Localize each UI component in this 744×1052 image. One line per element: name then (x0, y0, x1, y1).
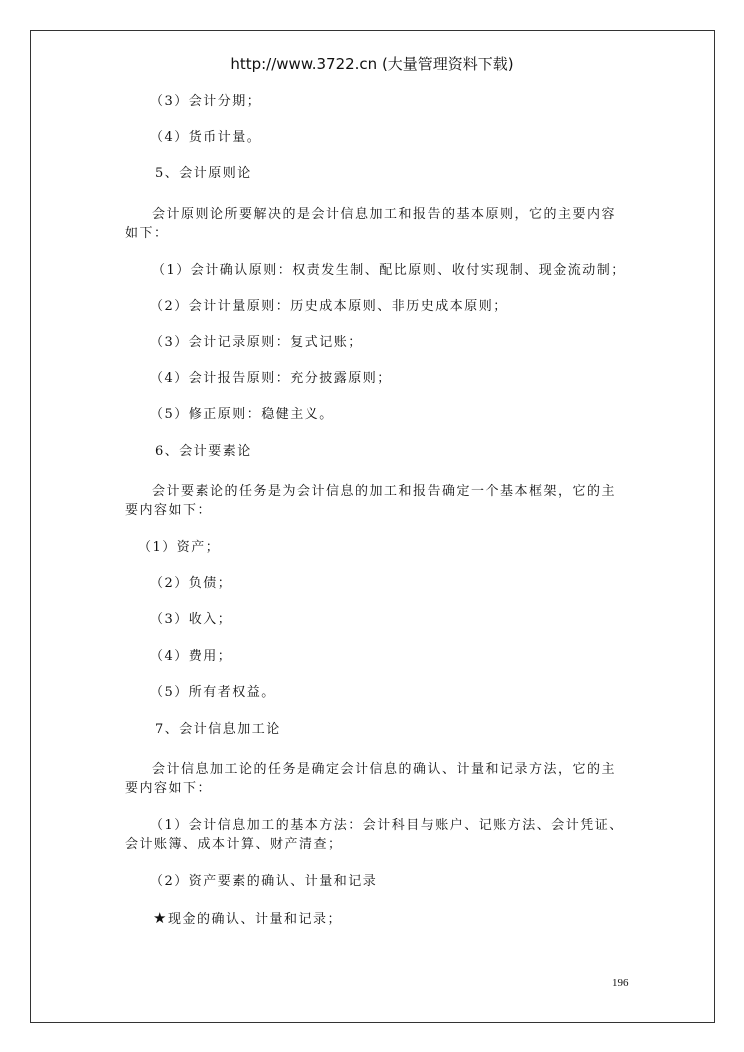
text-line-13: 要内容如下： (125, 503, 213, 518)
text-line-2: （4）货币计量。 (150, 130, 262, 145)
text-line-22: （1）会计信息加工的基本方法：会计科目与账户、记账方法、会计凭证、 (150, 818, 624, 833)
text-line-9: （4）会计报告原则：充分披露原则； (150, 371, 392, 386)
text-line-15: （2）负债； (150, 576, 233, 591)
text-line-8: （3）会计记录原则：复式记账； (150, 335, 363, 350)
text-line-23: 会计账簿、成本计算、财产清查； (125, 837, 343, 852)
text-line-20: 会计信息加工论的任务是确定会计信息的确认、计量和记录方法，它的主 (152, 762, 617, 777)
star-icon: ★ (153, 909, 168, 927)
text-line-14: （1）资产； (138, 540, 221, 555)
text-line-1: （3）会计分期； (150, 94, 262, 109)
text-line-4: 会计原则论所要解决的是会计信息加工和报告的基本原则，它的主要内容 (152, 207, 617, 222)
text-line-18: （5）所有者权益。 (150, 685, 276, 700)
section-heading-6: 6、会计要素论 (155, 444, 252, 459)
text-line-21: 要内容如下： (125, 781, 213, 796)
star-line (153, 907, 342, 931)
page-number: 196 (612, 977, 629, 989)
text-line-12: 会计要素论的任务是为会计信息的加工和报告确定一个基本框架，它的主 (152, 484, 617, 499)
text-line-16: （3）收入； (150, 612, 233, 627)
star-line-text: 现金的确认、计量和记录； (167, 912, 342, 927)
text-line-7: （2）会计计量原则：历史成本原则、非历史成本原则； (150, 299, 508, 314)
section-heading-7: 7、会计信息加工论 (155, 722, 281, 737)
text-line-6: （1）会计确认原则：权责发生制、配比原则、收付实现制、现金流动制； (152, 263, 626, 278)
text-line-5: 如下： (125, 226, 169, 241)
text-line-10: （5）修正原则：稳健主义。 (150, 407, 334, 422)
text-line-24: （2）资产要素的确认、计量和记录 (150, 874, 378, 889)
page-header-url[interactable]: http://www.3722.cn (大量管理资料下载) (230, 55, 514, 73)
text-line-17: （4）费用； (150, 649, 233, 664)
section-heading-5: 5、会计原则论 (155, 166, 252, 181)
